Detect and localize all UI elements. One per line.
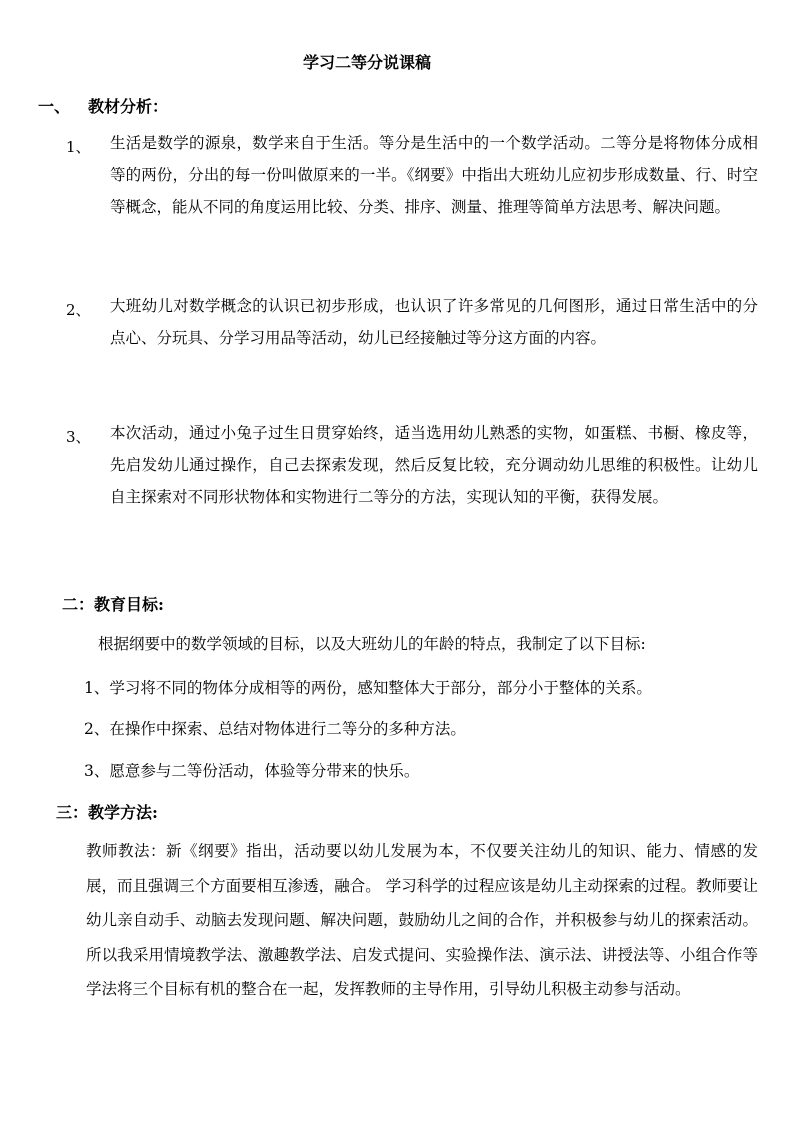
item-1-text: 生活是数学的源泉，数学来自于生活。等分是生活中的一个数学活动。二等分是将物体分成相等的两份，分出的每一份叫做原来的一半。《纲要》中指出大班幼儿应初步形成数量、行、时空等概念，能从不同的角度运用比较、分类、排序、测量、推理等简单方法思考、解决问题。 <box>110 134 758 216</box>
section-1-heading: 教材分析： <box>88 97 169 116</box>
item-1-number: 1、 <box>66 138 91 156</box>
item-3-text: 本次活动，通过小兔子过生日贯穿始终，适当选用幼儿熟悉的实物，如蛋糕、书橱、橡皮等，先启发幼儿通过操作，自己去探索发现，然后反复比较，充分调动幼儿思维的积极性。让幼儿自主探索对不同形状物体和实物进行二等分的方法，实现认知的平衡，获得发展。 <box>110 424 758 506</box>
section-3-heading: 三：教学方法: <box>56 803 158 822</box>
goal-1: 1、学习将不同的物体分成相等的两份，感知整体大于部分，部分小于整体的关系。 <box>84 679 652 697</box>
item-3-number: 3、 <box>66 428 91 446</box>
goal-3: 3、愿意参与二等份活动，体验等分带来的快乐。 <box>84 762 420 780</box>
section-2-intro: 根据纲要中的数学领域的目标，以及大班幼儿的年龄的特点，我制定了以下目标: <box>98 635 646 653</box>
item-2-text: 大班幼儿对数学概念的认识已初步形成，也认识了许多常见的几何图形，通过日常生活中的分点心、分玩具、分学习用品等活动，幼儿已经接触过等分这方面的内容。 <box>110 297 758 347</box>
item-2-number: 2、 <box>66 301 91 319</box>
document-title: 学习二等分说课稿 <box>302 53 431 72</box>
section-2-heading: 二：教育目标: <box>62 595 164 614</box>
goal-2: 2、在操作中探索、总结对物体进行二等分的多种方法。 <box>84 720 466 738</box>
section-3-text: 教师教法：新《纲要》指出，活动要以幼儿发展为本，不仅要关注幼儿的知识、能力、情感的发展，而且强调三个方面要相互渗透，融合。 学习科学的过程应该是幼儿主动探索的过程。教师要让幼儿亲自动手、动脑去发现问题、解决问题，鼓励幼儿之间的合作，并积极参与幼儿的探索活动。所以我采用情境教学法、激趣教学法、启发式提问、实验操作法、演示法、讲授法等、小组合作等学法将三个目标有机的整合在一起，发挥教师的主导作用，引导幼儿积极主动参与活动。 <box>86 842 758 998</box>
section-1-number: 一、 <box>38 97 71 116</box>
